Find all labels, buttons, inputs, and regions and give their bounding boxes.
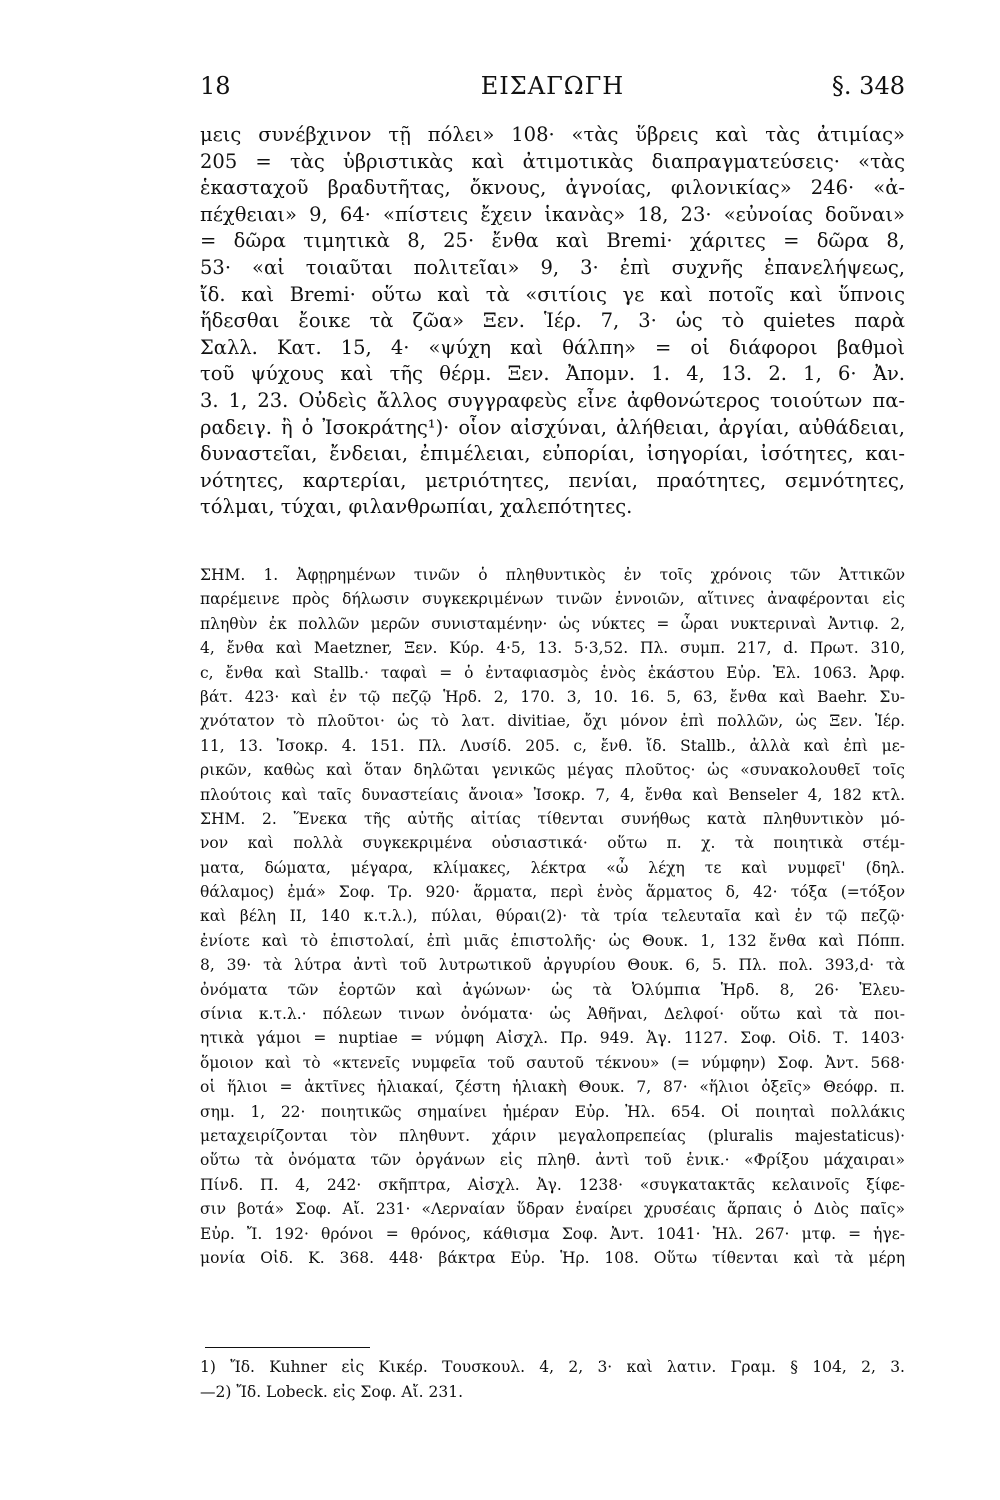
remark-line: ρικῶν, καθὼς καὶ ὅταν δηλῶται γενικῶς μέγας πλοῦτος· ὡς «συνακολουθεῖ τοῖς — [200, 761, 905, 780]
main-line: ἴδ. καὶ Bremi· οὕτω καὶ τὰ «σιτίοις γε καὶ ποτοῖς καὶ ὕπνοις — [200, 282, 905, 306]
remark-line: 4, ἔνθα καὶ Maetzner, Ξεν. Κύρ. 4·5, 13. 5·3,52. Πλ. συμπ. 217, d. Πρωτ. 310, — [200, 639, 905, 658]
running-header — [200, 72, 905, 108]
remark-line: 8, 39· τὰ λύτρα ἀντὶ τοῦ λυτρωτικοῦ ἀργυρίου Θουκ. 6, 5. Πλ. πολ. 393,d· τὰ — [200, 956, 905, 975]
main-line: μεις συνέβχινον τῇ πόλει» 108· «τὰς ὕβρεις καὶ τὰς ἀτιμίας» — [200, 123, 905, 146]
remark-line: ἐνίοτε καὶ τὸ ἐπιστολαί, ἐπὶ μιᾶς ἐπιστολῆς· ὡς Θουκ. 1, 132 ἔνθα καὶ Πόππ. — [200, 931, 905, 950]
main-line: δυναστεῖαι, ἔνδειαι, ἐπιμέλειαι, εὐπορίαι, ἰσηγορίαι, ἰσότητες, και- — [200, 442, 905, 466]
remark-line: σιν βοτά» Σοφ. Αἴ. 231· «Λερναίαν ὕδραν ἐναίρει χρυσέαις ἅρπαις ὁ Διὸς παῖς» — [200, 1200, 905, 1219]
section-number: §. 348 — [831, 72, 905, 100]
remark-line: βάτ. 423· καὶ ἐν τῷ πεζῷ Ἡρδ. 2, 170. 3, 10. 16. 5, 63, ἔνθα καὶ Baehr. Συ- — [200, 687, 905, 706]
main-line: 205 = τὰς ὑβριστικὰς καὶ ἀτιμοτικὰς διαπραγματεύσεις· «τὰς — [200, 149, 905, 173]
remark-line: ματα, δώματα, μέγαρα, κλίμακες, λέκτρα «ὦ λέχη τε καὶ νυμφεῖ' (δηλ. — [200, 858, 905, 877]
main-line: τόλμαι, τύχαι, φιλανθρωπίαι, χαλεπότητες. — [200, 495, 633, 519]
remark-line: σημ. 1, 22· ποιητικῶς σημαίνει ἡμέραν Εὐρ. Ἠλ. 654. Οἱ ποιηταὶ πολλάκις — [200, 1102, 905, 1121]
main-line: πέχθειαι» 9, 64· «πίστεις ἔχειν ἱκανὰς» 18, 23· «εὐνοίας δοῦναι» — [200, 202, 905, 226]
remark-line: 11, 13. Ἰσοκρ. 4. 151. Πλ. Λυσίδ. 205. c, ἔνθ. ἴδ. Stallb., ἀλλὰ καὶ ἐπὶ με- — [200, 736, 905, 755]
remark-line: παρέμεινε πρὸς δήλωσιν συγκεκριμένων τινῶν ἐννοιῶν, αἵτινες ἀναφέρονται εἰς — [200, 590, 905, 609]
remark-line: ὀνόματα τῶν ἑορτῶν καὶ ἀγώνων· ὡς τὰ Ὀλύμπια Ἡρδ. 8, 26· Ἐλευ- — [200, 980, 905, 999]
remark-line: μεταχειρίζονται τὸν πληθυντ. χάριν μεγαλοπρεπείας (pluralis majestaticus)· — [200, 1126, 905, 1145]
main-line: = δῶρα τιμητικὰ 8, 25· ἔνθα καὶ Bremi· χάριτες = δῶρα 8, — [200, 229, 905, 253]
remark-line: πληθὺν ἐκ πολλῶν μερῶν συνισταμένην· ὡς νύκτες = ὧραι νυκτεριναὶ Ἀντιφ. 2, — [200, 614, 905, 633]
footnotes — [200, 1355, 905, 1405]
remark-line: χνότατον τὸ πλοῦτοι· ὡς τὸ λατ. divitiae, ὄχι μόνον ἐπὶ πολλῶν, ὡς Ξεν. Ἱέρ. — [200, 712, 905, 731]
remark-line: οὕτω τὰ ὀνόματα τῶν ὀργάνων εἰς πληθ. ἀντὶ τοῦ ἑνικ.· «Φρίξου μάχαιραι» — [200, 1151, 905, 1170]
main-line: νότητες, καρτερίαι, μετριότητες, πενίαι, πραότητες, σεμνότητες, — [200, 468, 905, 492]
remark-line: θάλαμος) ἐμά» Σοφ. Τρ. 920· ἅρματα, περὶ ἑνὸς ἅρματος δ, 42· τόξα (=τόξον — [200, 883, 905, 902]
page-title: ΕΙΣΑΓΩΓΗ — [480, 72, 625, 100]
footnote-divider — [205, 1347, 370, 1348]
page-number: 18 — [200, 72, 231, 100]
footnote-line: —2) Ἴδ. Lobeck. εἰς Σοφ. Αἴ. 231. — [200, 1383, 464, 1401]
remark-line: ητικὰ γάμοι = nuptiae = νύμφη Αἰσχλ. Πρ. 949. Ἀγ. 1127. Σοφ. Οἰδ. Τ. 1403· — [200, 1029, 905, 1048]
remarks-section — [200, 563, 905, 1344]
main-line: ἑκασταχοῦ βραδυτῆτας, ὄκνους, ἀγνοίας, φιλονικίας» 246· «ἀ- — [200, 176, 905, 200]
remark-line: καὶ βέλη II, 140 κ.τ.λ.), πύλαι, θύραι(2)· τὰ τρία τελευταῖα καὶ ἐν τῷ πεζῷ· — [200, 907, 905, 926]
remark-line: Πίνδ. Π. 4, 242· σκῆπτρα, Αἰσχλ. Ἀγ. 1238· «συγκατακτᾶς κελαινοῖς ξίφε- — [200, 1175, 905, 1194]
remark-line: σίνια κ.τ.λ.· πόλεων τινων ὀνόματα· ὡς Ἀθῆναι, Δελφοί· οὕτω καὶ τὰ ποι- — [200, 1005, 905, 1024]
remark-line: πλούτοις καὶ ταῖς δυναστείαις ἄνοια» Ἰσοκρ. 7, 4, ἔνθα καὶ Benseler 4, 182 κτλ. — [200, 785, 905, 804]
footnote-line: 1) Ἴδ. Kuhner εἰς Κικέρ. Τουσκουλ. 4, 2, 3· καὶ λατιν. Γραμ. § 104, 2, 3. — [200, 1358, 905, 1376]
remark-line: Εὐρ. Ἴ. 192· θρόνοι = θρόνος, κάθισμα Σοφ. Ἀντ. 1041· Ἠλ. 267· μτφ. = ἡγε- — [200, 1224, 905, 1243]
remark-line — [200, 1270, 905, 1294]
remark-line: ΣΗΜ. 1. Ἀφῃρημένων τινῶν ὁ πληθυντικὸς ἐν τοῖς χρόνοις τῶν Ἀττικῶν — [200, 566, 905, 584]
main-line: Σαλλ. Κατ. 15, 4· «ψύχη καὶ θάλπη» = οἱ διάφοροι βαθμοὶ — [200, 335, 905, 359]
remark-line: νον καὶ πολλὰ συγκεκριμένα οὐσιαστικά· οὕτω π. χ. τὰ ποιητικὰ στέμ- — [200, 834, 905, 853]
remark-line: c, ἔνθα καὶ Stallb.· ταφαὶ = ὁ ἐνταφιασμὸς ἑνὸς ἑκάστου Εὐρ. Ἑλ. 1063. Ἀρφ. — [200, 663, 905, 682]
main-line: ἥδεσθαι ἔοικε τὰ ζῶα» Ξεν. Ἱέρ. 7, 3· ὡς τὸ quietes παρὰ — [200, 309, 905, 333]
remark-line — [200, 1319, 905, 1343]
remark-line: ΣΗΜ. 2. Ἕνεκα τῆς αὐτῆς αἰτίας τίθενται συνήθως κατὰ πληθυντικὸν μό- — [200, 809, 905, 828]
main-line: τοῦ ψύχους καὶ τῆς θέρμ. Ξεν. Ἀπομν. 1. 4, 13. 2. 1, 6· Ἀν. — [200, 362, 905, 386]
remark-line: οἱ ἥλιοι = ἀκτῖνες ἡλιακαί, ζέστη ἡλιακὴ Θουκ. 7, 87· «ἥλιοι ὀξεῖς» Θεόφρ. π. — [200, 1078, 905, 1097]
main-line: 3. 1, 23. Οὐδεὶς ἄλλος συγγραφεὺς εἶνε ἀφθονώτερος τοιούτων πα- — [200, 388, 905, 412]
remark-line: ὅμοιον καὶ τὸ «κτενεῖς νυμφεῖα τοῦ σαυτοῦ τέκνου» (= νύμφην) Σοφ. Ἀντ. 568· — [200, 1053, 905, 1072]
main-line: 53· «αἱ τοιαῦται πολιτεῖαι» 9, 3· ἐπὶ συχνῆς ἐπανελήψεως, — [200, 255, 905, 279]
remark-line — [200, 1295, 905, 1319]
main-text — [200, 122, 905, 521]
remark-line: μονία Οἰδ. Κ. 368. 448· βάκτρα Εὐρ. Ἡρ. 108. Οὕτω τίθενται καὶ τὰ μέρη — [200, 1248, 905, 1267]
main-line: ραδειγ. ἢ ὁ Ἰσοκράτης¹)· οἷον αἰσχύναι, ἀλήθειαι, ἀργίαι, αὐθάδειαι, — [200, 415, 905, 439]
